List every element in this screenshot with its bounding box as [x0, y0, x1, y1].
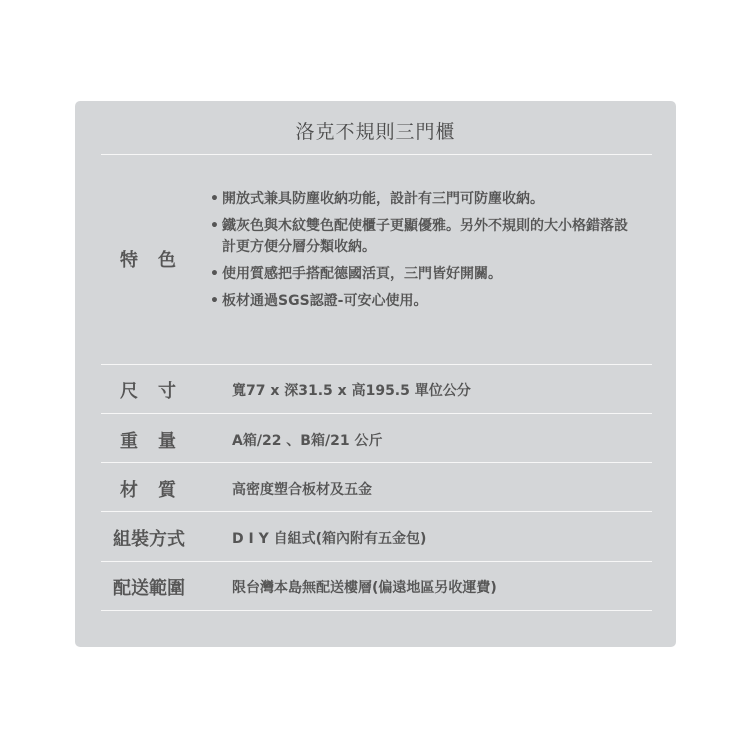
feature-item: • 開放式兼具防塵收納功能，設計有三門可防塵收納。	[210, 189, 630, 210]
spec-label-assembly: 組裝方式	[113, 529, 185, 550]
bullet-icon: •	[210, 293, 219, 309]
product-title: 洛克不規則三門櫃	[295, 121, 456, 143]
spec-value-size: 寬77 x 深31.5 x 高195.5 單位公分	[232, 383, 471, 399]
feature-item: • 鐵灰色與木紋雙色配使櫃子更顯優雅。另外不規則的大小格錯落設計更方便分層分類收納。	[210, 218, 628, 255]
spec-value-weight: A箱/22 、B箱/21 公斤	[232, 433, 383, 449]
bullet-icon: •	[210, 191, 219, 207]
feature-item: • 使用質感把手搭配德國活頁，三門皆好開關。	[210, 264, 630, 285]
feature-item: • 板材通過SGS認證-可安心使用。	[210, 291, 630, 312]
bullet-icon: •	[210, 218, 219, 234]
spec-label-size: 尺寸	[120, 381, 196, 402]
divider	[101, 610, 652, 611]
divider	[101, 561, 652, 562]
spec-label-weight: 重量	[120, 431, 196, 452]
features-label: 特色	[120, 250, 196, 271]
spec-value-material: 高密度塑合板材及五金	[232, 482, 372, 498]
spec-value-delivery: 限台灣本島無配送樓層(偏遠地區另收運費)	[232, 580, 497, 596]
divider	[101, 154, 652, 155]
divider	[101, 462, 652, 463]
spec-label-material: 材質	[120, 480, 196, 501]
features-list	[210, 189, 630, 318]
spec-value-assembly: D I Y 自組式(箱內附有五金包)	[232, 531, 427, 547]
divider	[101, 413, 652, 414]
bullet-icon: •	[210, 266, 219, 282]
divider	[101, 511, 652, 512]
spec-label-delivery: 配送範圍	[113, 578, 185, 599]
divider	[101, 364, 652, 365]
product-info-card	[75, 101, 676, 647]
